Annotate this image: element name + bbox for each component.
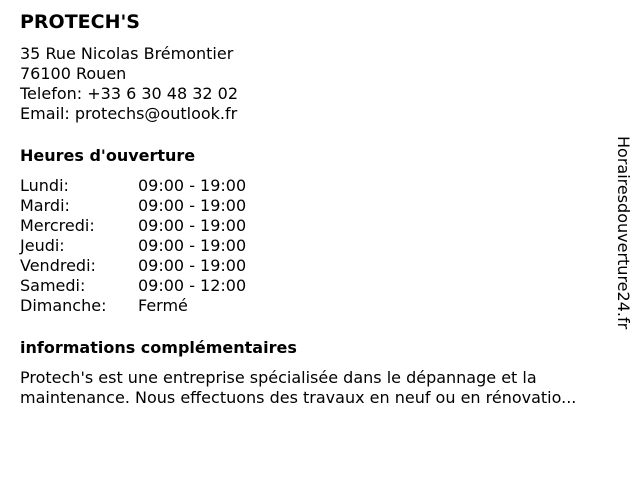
hours-row: [20, 196, 610, 216]
hours-day: Jeudi:: [20, 236, 65, 255]
hours-time: 09:00 - 19:00: [138, 216, 247, 235]
opening-hours-list: [20, 176, 610, 316]
hours-time: 09:00 - 19:00: [138, 256, 247, 275]
business-name: PROTECH'S: [20, 11, 140, 33]
address-line-1: 35 Rue Nicolas Brémontier: [20, 44, 234, 63]
hours-day: Vendredi:: [20, 256, 96, 275]
hours-time: Fermé: [138, 296, 188, 315]
site-watermark-text: Horairesdouverture24.fr: [614, 136, 633, 330]
hours-day: Mardi:: [20, 196, 70, 215]
additional-info-text: [20, 368, 610, 408]
email-line: Email: protechs@outlook.fr: [20, 104, 238, 123]
hours-time: 09:00 - 12:00: [138, 276, 247, 295]
hours-row: [20, 256, 610, 276]
hours-day: Mercredi:: [20, 216, 95, 235]
hours-time: 09:00 - 19:00: [138, 236, 247, 255]
additional-info-line-2: maintenance. Nous effectuons des travaux en neuf ou en rénovatio...: [20, 388, 577, 407]
hours-row: [20, 296, 610, 316]
hours-day: Dimanche:: [20, 296, 107, 315]
opening-hours-heading: Heures d'ouverture: [20, 146, 196, 165]
hours-day: Lundi:: [20, 176, 69, 195]
phone-line: Telefon: +33 6 30 48 32 02: [20, 84, 239, 103]
hours-row: [20, 276, 610, 296]
business-card: [20, 10, 610, 408]
hours-row: [20, 176, 610, 196]
hours-row: [20, 236, 610, 256]
address-line-2: 76100 Rouen: [20, 64, 127, 83]
hours-time: 09:00 - 19:00: [138, 176, 247, 195]
site-watermark: [612, 136, 634, 346]
additional-info-line-1: Protech's est une entreprise spécialisée dans le dépannage et la: [20, 368, 537, 387]
hours-row: [20, 216, 610, 236]
additional-info-heading: informations complémentaires: [20, 338, 297, 357]
hours-time: 09:00 - 19:00: [138, 196, 247, 215]
hours-day: Samedi:: [20, 276, 86, 295]
